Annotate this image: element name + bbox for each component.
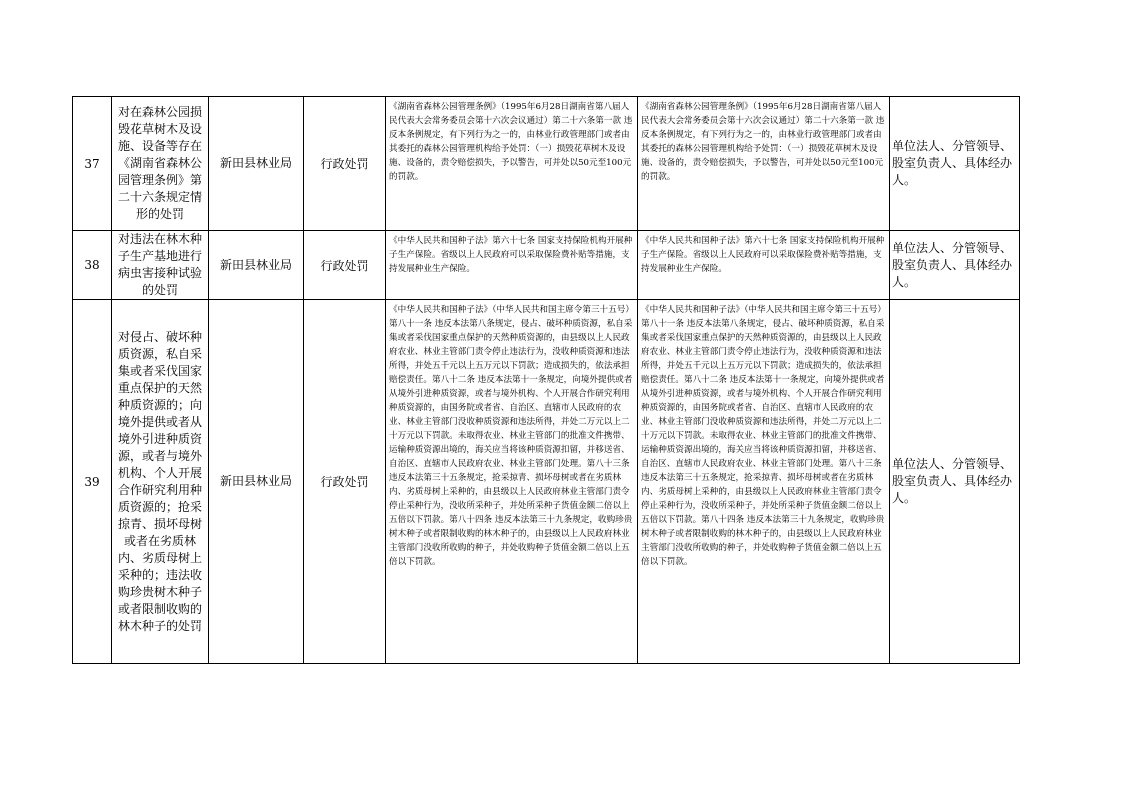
legal-basis-text-2: 《中华人民共和国种子法》（中华人民共和国主席令第三十五号）第八十一条 违反本法第八条规定，侵占、破坏种质资源，私自采集或者采伐国家重点保护的天然种质资源的，由县级以上人民政府农业、林业主管部门责令停止违法行为，没收种质资源和违法所得，并处五千元以上五万元以下罚款；造成损失的，依法承担赔偿责任。第八十二条 违反本法第十一条规定，向境外提供或者从境外引进种质资源，或者与境外机构、个人开展合作研究利用种质资源的，由国务院或者省、自治区、直辖市人民政府的农业、林业主管部门没收种质资源和违法所得，并处二万元以上二十万元以下罚款。未取得农业、林业主管部门的批准文件携带、运输种质资源出境的，海关应当将该种质资源扣留，并移送省、自治区、直辖市人民政府农业、林业主管部门处理。第八十三条 违反本法第三十五条规定，抢采掠青、损坏母树或者在劣质林内、劣质母树上采种的，由县级以上人民政府林业主管部门责令停止采种行为，没收所采种子，并处所采种子货值金额二倍以上五倍以下罚款。第八十四条 违反本法第三十九条规定，收购珍贵树木种子或者限制收购的林木种子的，由县级以上人民政府林业主管部门没收所收购的种子，并处收购种子货值金额二倍以上五倍以下罚款。 — [641, 305, 886, 567]
legal-basis-cell-2 — [638, 231, 890, 300]
legal-basis-text: 《中华人民共和国种子法》第六十七条 国家支持保险机构开展种子生产保险。省级以上人民政府可以采取保险费补贴等措施，支持发展种业生产保险。 — [389, 236, 633, 274]
department: 新田县林业局 — [209, 300, 304, 664]
item-name: 对违法在林木种子生产基地进行病虫害接种试验的处罚 — [112, 231, 209, 300]
item-name: 对在森林公园损毁花草树木及设施、设备等存在《湖南省森林公园管理条例》第二十六条规定情形的处罚 — [112, 97, 209, 231]
legal-basis-cell-2 — [638, 97, 890, 231]
responsible-persons: 单位法人、分管领导、股室负责人、具体经办人。 — [890, 97, 1020, 231]
penalty-type: 行政处罚 — [304, 231, 386, 300]
legal-basis-cell — [386, 231, 638, 300]
legal-basis-text-2: 《湖南省森林公园管理条例》（1995年6月28日湖南省第八届人民代表大会常务委员会第十六次会议通过）第二十六条第一款 违反本条例规定，有下列行为之一的，由林业行政管理部门或者由其委托的森林公园管理机构给予处罚：（一）损毁花草树木及设施、设备的，责令赔偿损失，予以警告，可并处以50元至100元的罚款。 — [641, 102, 885, 182]
penalty-type: 行政处罚 — [304, 300, 386, 664]
row-number: 39 — [73, 300, 112, 664]
table-row — [73, 300, 1020, 664]
legal-basis-text-2: 《中华人民共和国种子法》第六十七条 国家支持保险机构开展种子生产保险。省级以上人民政府可以采取保险费补贴等措施，支持发展种业生产保险。 — [641, 236, 885, 274]
row-number: 37 — [73, 97, 112, 231]
legal-basis-cell — [386, 300, 638, 664]
department: 新田县林业局 — [209, 97, 304, 231]
penalty-table — [72, 96, 1020, 664]
responsible-persons: 单位法人、分管领导、股室负责人、具体经办人。 — [890, 231, 1020, 300]
legal-basis-cell-2 — [638, 300, 890, 664]
row-number: 38 — [73, 231, 112, 300]
table-row — [73, 97, 1020, 231]
table-row — [73, 231, 1020, 300]
item-name: 对侵占、破坏种质资源，私自采集或者采伐国家重点保护的天然种质资源的；向境外提供或者从境外引进种质资源，或者与境外机构、个人开展合作研究利用种质资源的；抢采掠青、损坏母树或者在劣质林内、劣质母树上采种的；违法收购珍贵树木种子或者限制收购的林木种子的处罚 — [112, 300, 209, 664]
responsible-persons: 单位法人、分管领导、股室负责人、具体经办人。 — [890, 300, 1020, 664]
penalty-type: 行政处罚 — [304, 97, 386, 231]
legal-basis-cell — [386, 97, 638, 231]
legal-basis-text: 《湖南省森林公园管理条例》（1995年6月28日湖南省第八届人民代表大会常务委员会第十六次会议通过）第二十六条第一款 违反本条例规定，有下列行为之一的，由林业行政管理部门或者由其委托的森林公园管理机构给予处罚：（一）损毁花草树木及设施、设备的，责令赔偿损失，予以警告，可并处以50元至100元的罚款。 — [389, 102, 633, 182]
legal-basis-text: 《中华人民共和国种子法》（中华人民共和国主席令第三十五号）第八十一条 违反本法第八条规定，侵占、破坏种质资源，私自采集或者采伐国家重点保护的天然种质资源的，由县级以上人民政府农业、林业主管部门责令停止违法行为，没收种质资源和违法所得，并处五千元以上五万元以下罚款；造成损失的，依法承担赔偿责任。第八十二条 违反本法第十一条规定，向境外提供或者从境外引进种质资源，或者与境外机构、个人开展合作研究利用种质资源的，由国务院或者省、自治区、直辖市人民政府的农业、林业主管部门没收种质资源和违法所得，并处二万元以上二十万元以下罚款。未取得农业、林业主管部门的批准文件携带、运输种质资源出境的，海关应当将该种质资源扣留，并移送省、自治区、直辖市人民政府农业、林业主管部门处理。第八十三条 违反本法第三十五条规定，抢采掠青、损坏母树或者在劣质林内、劣质母树上采种的，由县级以上人民政府林业主管部门责令停止采种行为，没收所采种子，并处所采种子货值金额二倍以上五倍以下罚款。第八十四条 违反本法第三十九条规定，收购珍贵树木种子或者限制收购的林木种子的，由县级以上人民政府林业主管部门没收所收购的种子，并处收购种子货值金额二倍以上五倍以下罚款。 — [389, 305, 634, 567]
department: 新田县林业局 — [209, 231, 304, 300]
